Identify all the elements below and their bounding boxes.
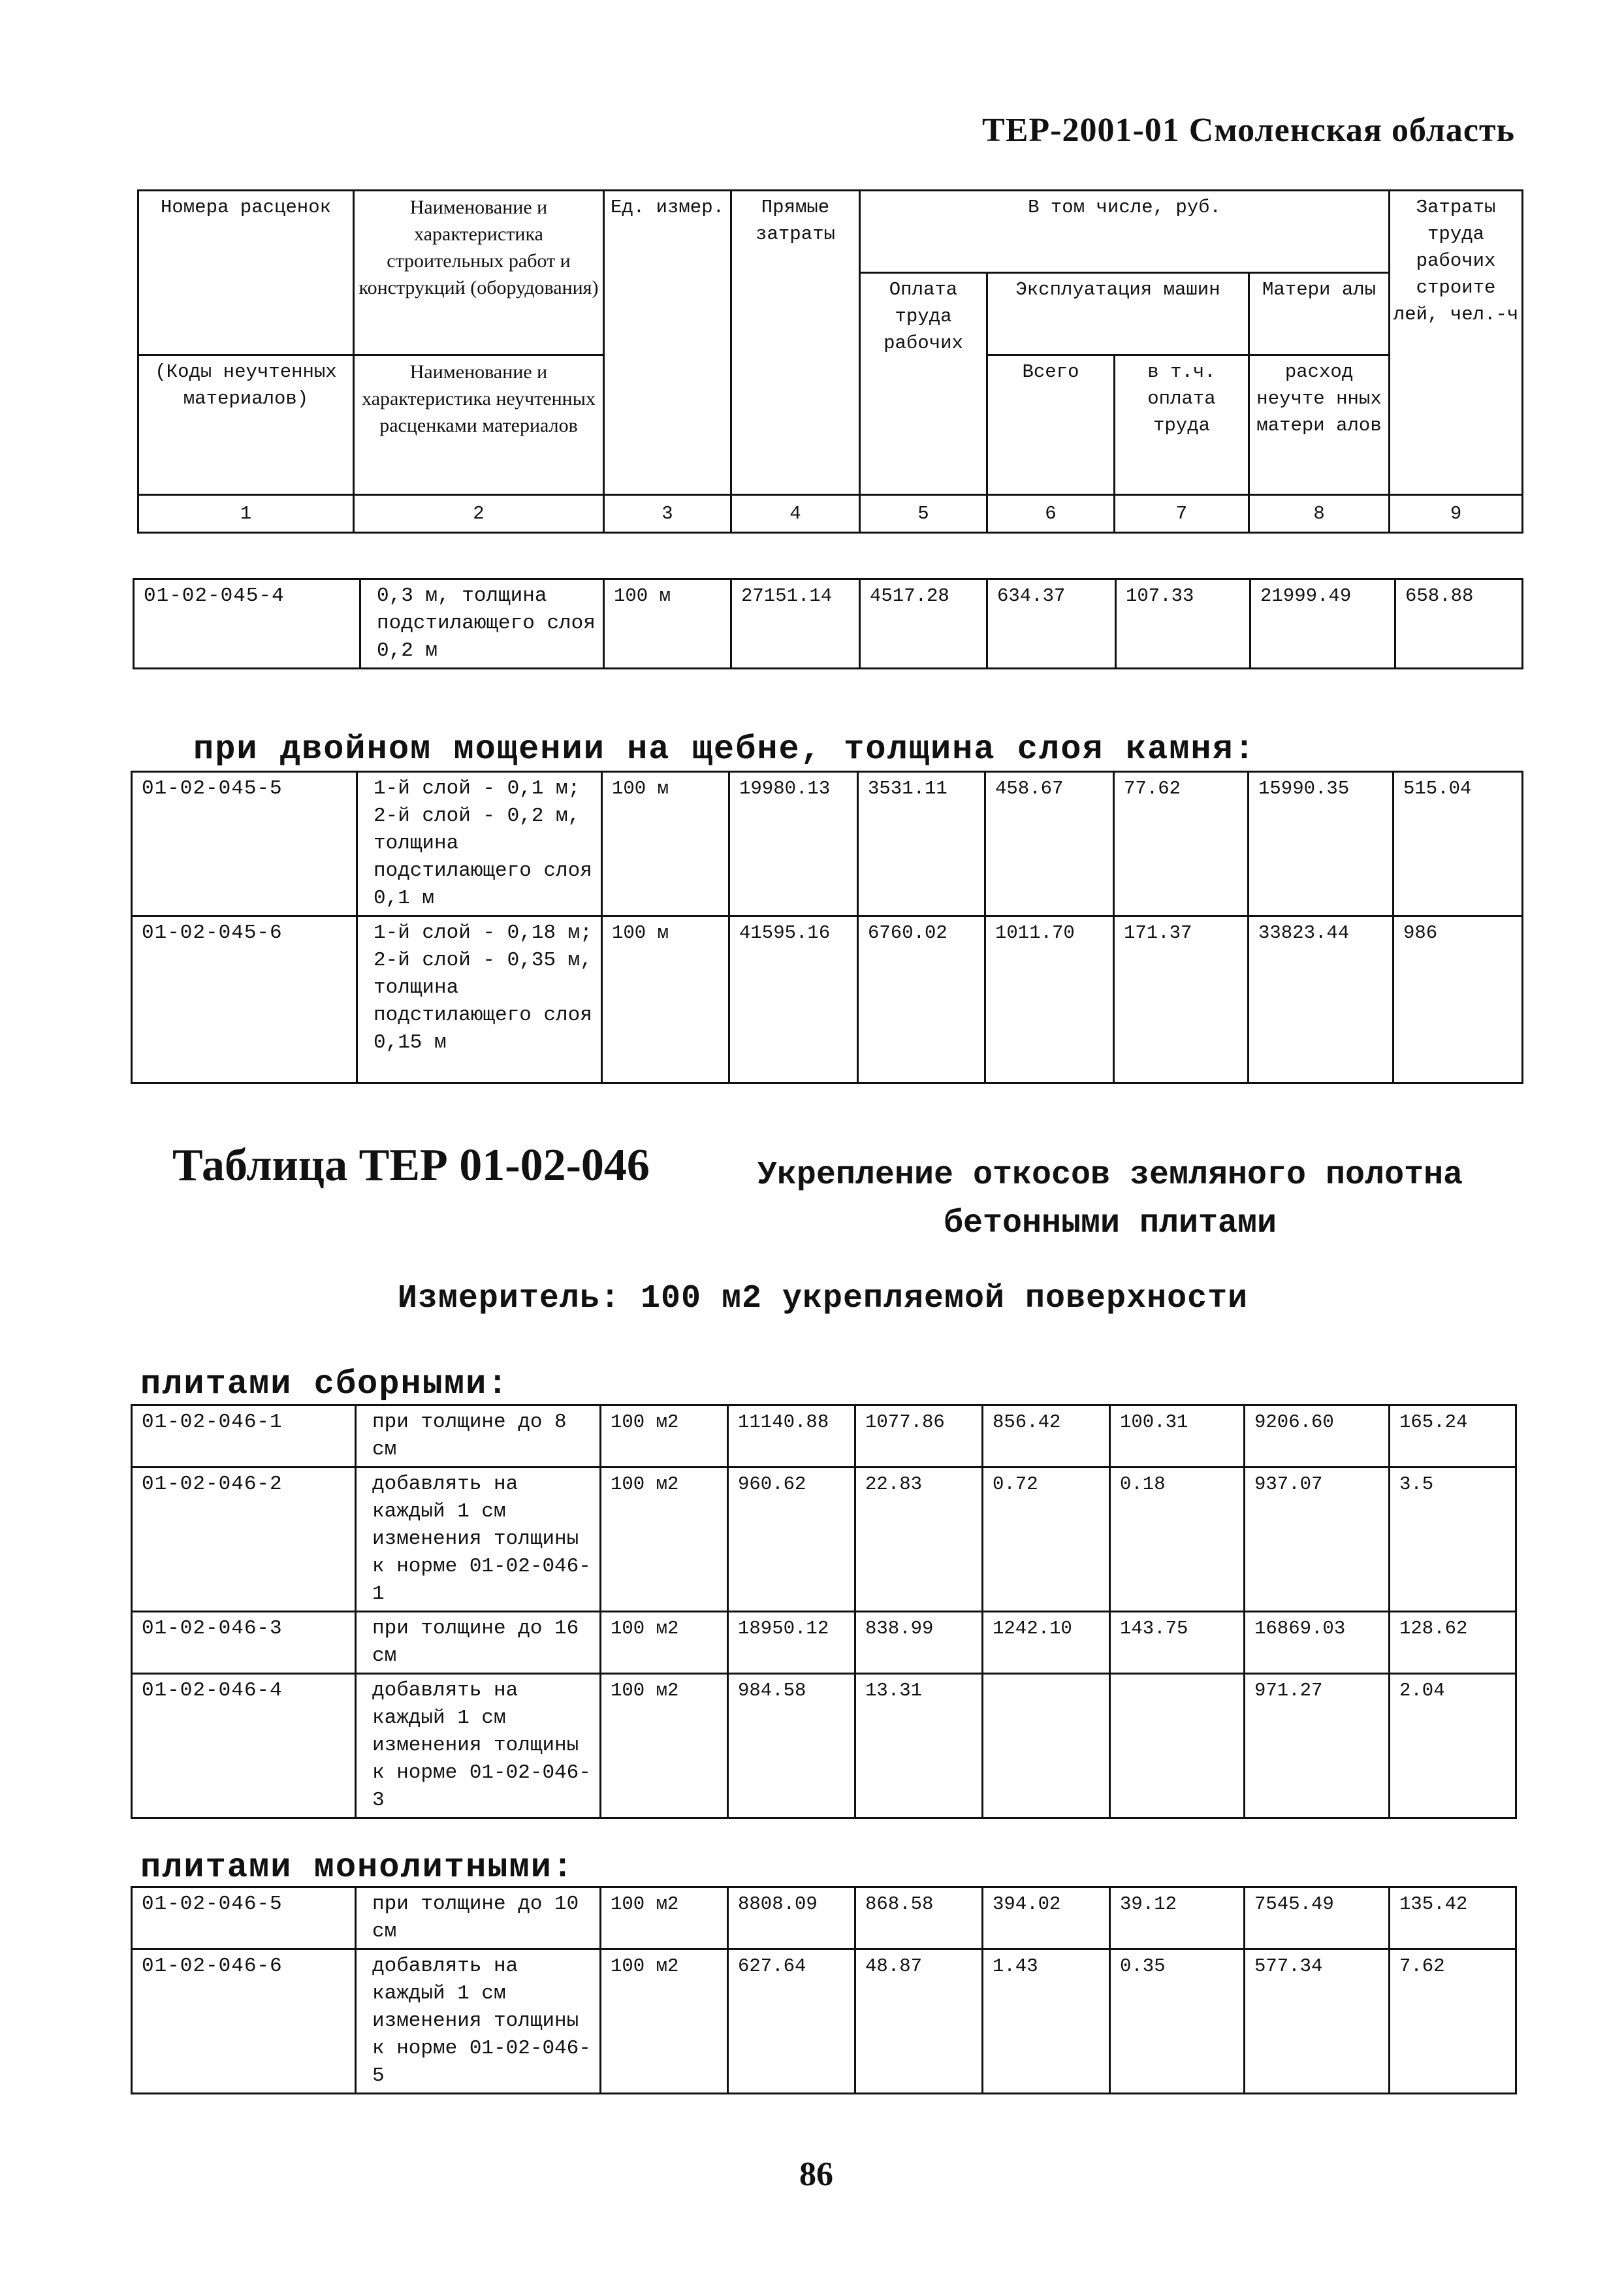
rate-direct-costs: 8808.09 — [728, 1887, 855, 1949]
rate-machines-labor: 39.12 — [1110, 1887, 1245, 1949]
rate-labor-pay: 1077.86 — [855, 1405, 983, 1467]
rate-labor-hours: 515.04 — [1393, 772, 1523, 916]
rate-machines: 1242.10 — [983, 1612, 1110, 1674]
rate-machines: 458.67 — [985, 772, 1114, 916]
column-number: 3 — [604, 495, 731, 533]
table-row — [134, 579, 1523, 669]
rate-code: 01-02-046-2 — [132, 1467, 356, 1612]
rate-labor-pay: 3531.11 — [858, 772, 985, 916]
rate-description: 1-й слой - 0,1 м; 2-й слой - 0,2 м, толщина подстилающего слоя 0,1 м — [357, 772, 602, 916]
rate-machines-labor: 107.33 — [1116, 579, 1250, 669]
header-labor-pay: Оплата труда рабочих — [860, 273, 987, 495]
header-unaccounted-name: Наименование и характеристика неучтенных расценками материалов — [354, 355, 604, 495]
rate-labor-pay: 48.87 — [855, 1949, 983, 2094]
rate-labor-pay: 13.31 — [855, 1674, 983, 1818]
column-number: 9 — [1390, 495, 1523, 533]
table-row — [132, 1887, 1516, 1949]
rate-labor-hours: 135.42 — [1390, 1887, 1516, 1949]
rate-machines-labor: 0.18 — [1110, 1467, 1245, 1612]
rate-unit: 100 м2 — [601, 1612, 728, 1674]
rate-machines: 0.72 — [983, 1467, 1110, 1612]
rate-code: 01-02-045-5 — [132, 772, 357, 916]
rate-direct-costs: 960.62 — [728, 1467, 855, 1612]
rate-direct-costs: 627.64 — [728, 1949, 855, 2094]
rate-machines-labor: 143.75 — [1110, 1612, 1245, 1674]
rate-code: 01-02-045-4 — [134, 579, 360, 669]
table-row — [132, 1674, 1516, 1818]
rates-table-046-monolithic — [131, 1886, 1517, 2094]
rate-code: 01-02-045-6 — [132, 916, 357, 1083]
section-title-monolithic: плитами монолитными: — [140, 1848, 575, 1887]
table-row — [132, 1949, 1516, 2094]
rate-labor-hours: 986 — [1393, 916, 1523, 1083]
rate-labor-pay: 838.99 — [855, 1612, 983, 1674]
rate-materials: 15990.35 — [1249, 772, 1393, 916]
rate-unit: 100 м — [602, 916, 729, 1083]
rate-code: 01-02-046-6 — [132, 1949, 356, 2094]
section-title-double-paving: при двойном мощении на щебне, толщина слоя камня: — [193, 730, 1256, 769]
rates-table-046-prefab — [131, 1404, 1517, 1819]
rates-table-045-4 — [133, 578, 1523, 669]
rate-machines: 1.43 — [983, 1949, 1110, 2094]
column-number: 8 — [1249, 495, 1390, 533]
rate-labor-pay: 22.83 — [855, 1467, 983, 1612]
header-including: В том числе, руб. — [860, 191, 1390, 273]
rate-labor-hours: 128.62 — [1390, 1612, 1516, 1674]
rate-code: 01-02-046-3 — [132, 1612, 356, 1674]
table-row — [132, 1467, 1516, 1612]
column-number: 5 — [860, 495, 987, 533]
table-row — [132, 1405, 1516, 1467]
rate-description: при толщине до 10 см — [356, 1887, 601, 1949]
rate-machines-labor: 100.31 — [1110, 1405, 1245, 1467]
rate-labor-pay: 6760.02 — [858, 916, 985, 1083]
header-machines: Эксплуатация машин — [987, 273, 1249, 355]
rate-labor-hours: 658.88 — [1395, 579, 1523, 669]
table-row — [132, 772, 1523, 916]
rate-materials: 9206.60 — [1245, 1405, 1390, 1467]
rate-unit: 100 м — [602, 772, 729, 916]
header-direct-costs: Прямые затраты — [731, 191, 860, 495]
rate-description: добавлять на каждый 1 см изменения толщины к норме 01-02-046-1 — [356, 1467, 601, 1612]
rate-materials: 21999.49 — [1250, 579, 1395, 669]
rate-labor-pay: 4517.28 — [860, 579, 987, 669]
header-rate-numbers: Номера расценок — [138, 191, 354, 355]
rate-code: 01-02-046-1 — [132, 1405, 356, 1467]
rate-machines: 634.37 — [987, 579, 1116, 669]
rate-machines: 394.02 — [983, 1887, 1110, 1949]
rate-unit: 100 м — [604, 579, 731, 669]
rate-machines — [983, 1674, 1110, 1818]
rate-labor-pay: 868.58 — [855, 1887, 983, 1949]
rate-machines-labor — [1110, 1674, 1245, 1818]
rate-description: добавлять на каждый 1 см изменения толщины к норме 01-02-046-3 — [356, 1674, 601, 1818]
rate-unit: 100 м2 — [601, 1949, 728, 2094]
rate-description: при толщине до 16 см — [356, 1612, 601, 1674]
column-number: 2 — [354, 495, 604, 533]
rate-materials: 937.07 — [1245, 1467, 1390, 1612]
table-row — [132, 916, 1523, 1083]
measure-unit: Измеритель: 100 м2 укрепляемой поверхности — [397, 1280, 1249, 1317]
rate-direct-costs: 27151.14 — [731, 579, 860, 669]
rate-materials: 7545.49 — [1245, 1887, 1390, 1949]
rate-materials: 33823.44 — [1249, 916, 1393, 1083]
header-unaccounted-codes: (Коды неучтенных материалов) — [138, 355, 354, 495]
rate-labor-hours: 165.24 — [1390, 1405, 1516, 1467]
rate-unit: 100 м2 — [601, 1674, 728, 1818]
rate-direct-costs: 11140.88 — [728, 1405, 855, 1467]
rate-direct-costs: 19980.13 — [729, 772, 858, 916]
rate-machines-labor: 0.35 — [1110, 1949, 1245, 2094]
rate-machines: 1011.70 — [985, 916, 1114, 1083]
rate-machines-labor: 77.62 — [1114, 772, 1249, 916]
rate-description: 0,3 м, толщина подстилающего слоя 0,2 м — [360, 579, 604, 669]
header-unaccounted-materials: расход неучте нных матери алов — [1249, 355, 1390, 495]
rate-machines-labor: 171.37 — [1114, 916, 1249, 1083]
rate-code: 01-02-046-5 — [132, 1887, 356, 1949]
rate-unit: 100 м2 — [601, 1467, 728, 1612]
section-title-prefab: плитами сборными: — [140, 1365, 509, 1403]
table-row — [132, 1612, 1516, 1674]
rate-labor-hours: 3.5 — [1390, 1467, 1516, 1612]
rate-labor-hours: 7.62 — [1390, 1949, 1516, 2094]
rate-unit: 100 м2 — [601, 1405, 728, 1467]
rate-unit: 100 м2 — [601, 1887, 728, 1949]
header-unit: Ед. измер. — [604, 191, 731, 495]
header-work-name: Наименование и характеристика строительных работ и конструкций (оборудования) — [354, 191, 604, 355]
header-labor-costs: Затраты труда рабочих строите лей, чел.-ч — [1390, 191, 1523, 495]
rate-description: 1-й слой - 0,18 м; 2-й слой - 0,35 м, толщина подстилающего слоя 0,15 м — [357, 916, 602, 1083]
rate-materials: 971.27 — [1245, 1674, 1390, 1818]
table-title-number: Таблица ТЕР 01-02-046 — [172, 1140, 650, 1191]
rate-direct-costs: 41595.16 — [729, 916, 858, 1083]
rates-table-045 — [131, 771, 1523, 1084]
table-title-description: Укрепление откосов земляного полотна бетонными плитами — [757, 1157, 1463, 1242]
rate-materials: 577.34 — [1245, 1949, 1390, 2094]
rate-materials: 16869.03 — [1245, 1612, 1390, 1674]
column-number: 6 — [987, 495, 1115, 533]
rate-code: 01-02-046-4 — [132, 1674, 356, 1818]
rate-labor-hours: 2.04 — [1390, 1674, 1516, 1818]
page-number: 86 — [799, 2156, 833, 2193]
column-number: 4 — [731, 495, 860, 533]
rate-description: добавлять на каждый 1 см изменения толщины к норме 01-02-046-5 — [356, 1949, 601, 2094]
column-header-table — [137, 189, 1523, 534]
header-machines-labor: в т.ч. оплата труда — [1115, 355, 1249, 495]
column-number: 1 — [138, 495, 354, 533]
rate-direct-costs: 984.58 — [728, 1674, 855, 1818]
header-machines-total: Всего — [987, 355, 1115, 495]
column-number: 7 — [1115, 495, 1249, 533]
document-header: ТЕР-2001-01 Смоленская область — [982, 112, 1515, 149]
header-materials: Матери алы — [1249, 273, 1390, 355]
rate-description: при толщине до 8 см — [356, 1405, 601, 1467]
rate-direct-costs: 18950.12 — [728, 1612, 855, 1674]
rate-machines: 856.42 — [983, 1405, 1110, 1467]
